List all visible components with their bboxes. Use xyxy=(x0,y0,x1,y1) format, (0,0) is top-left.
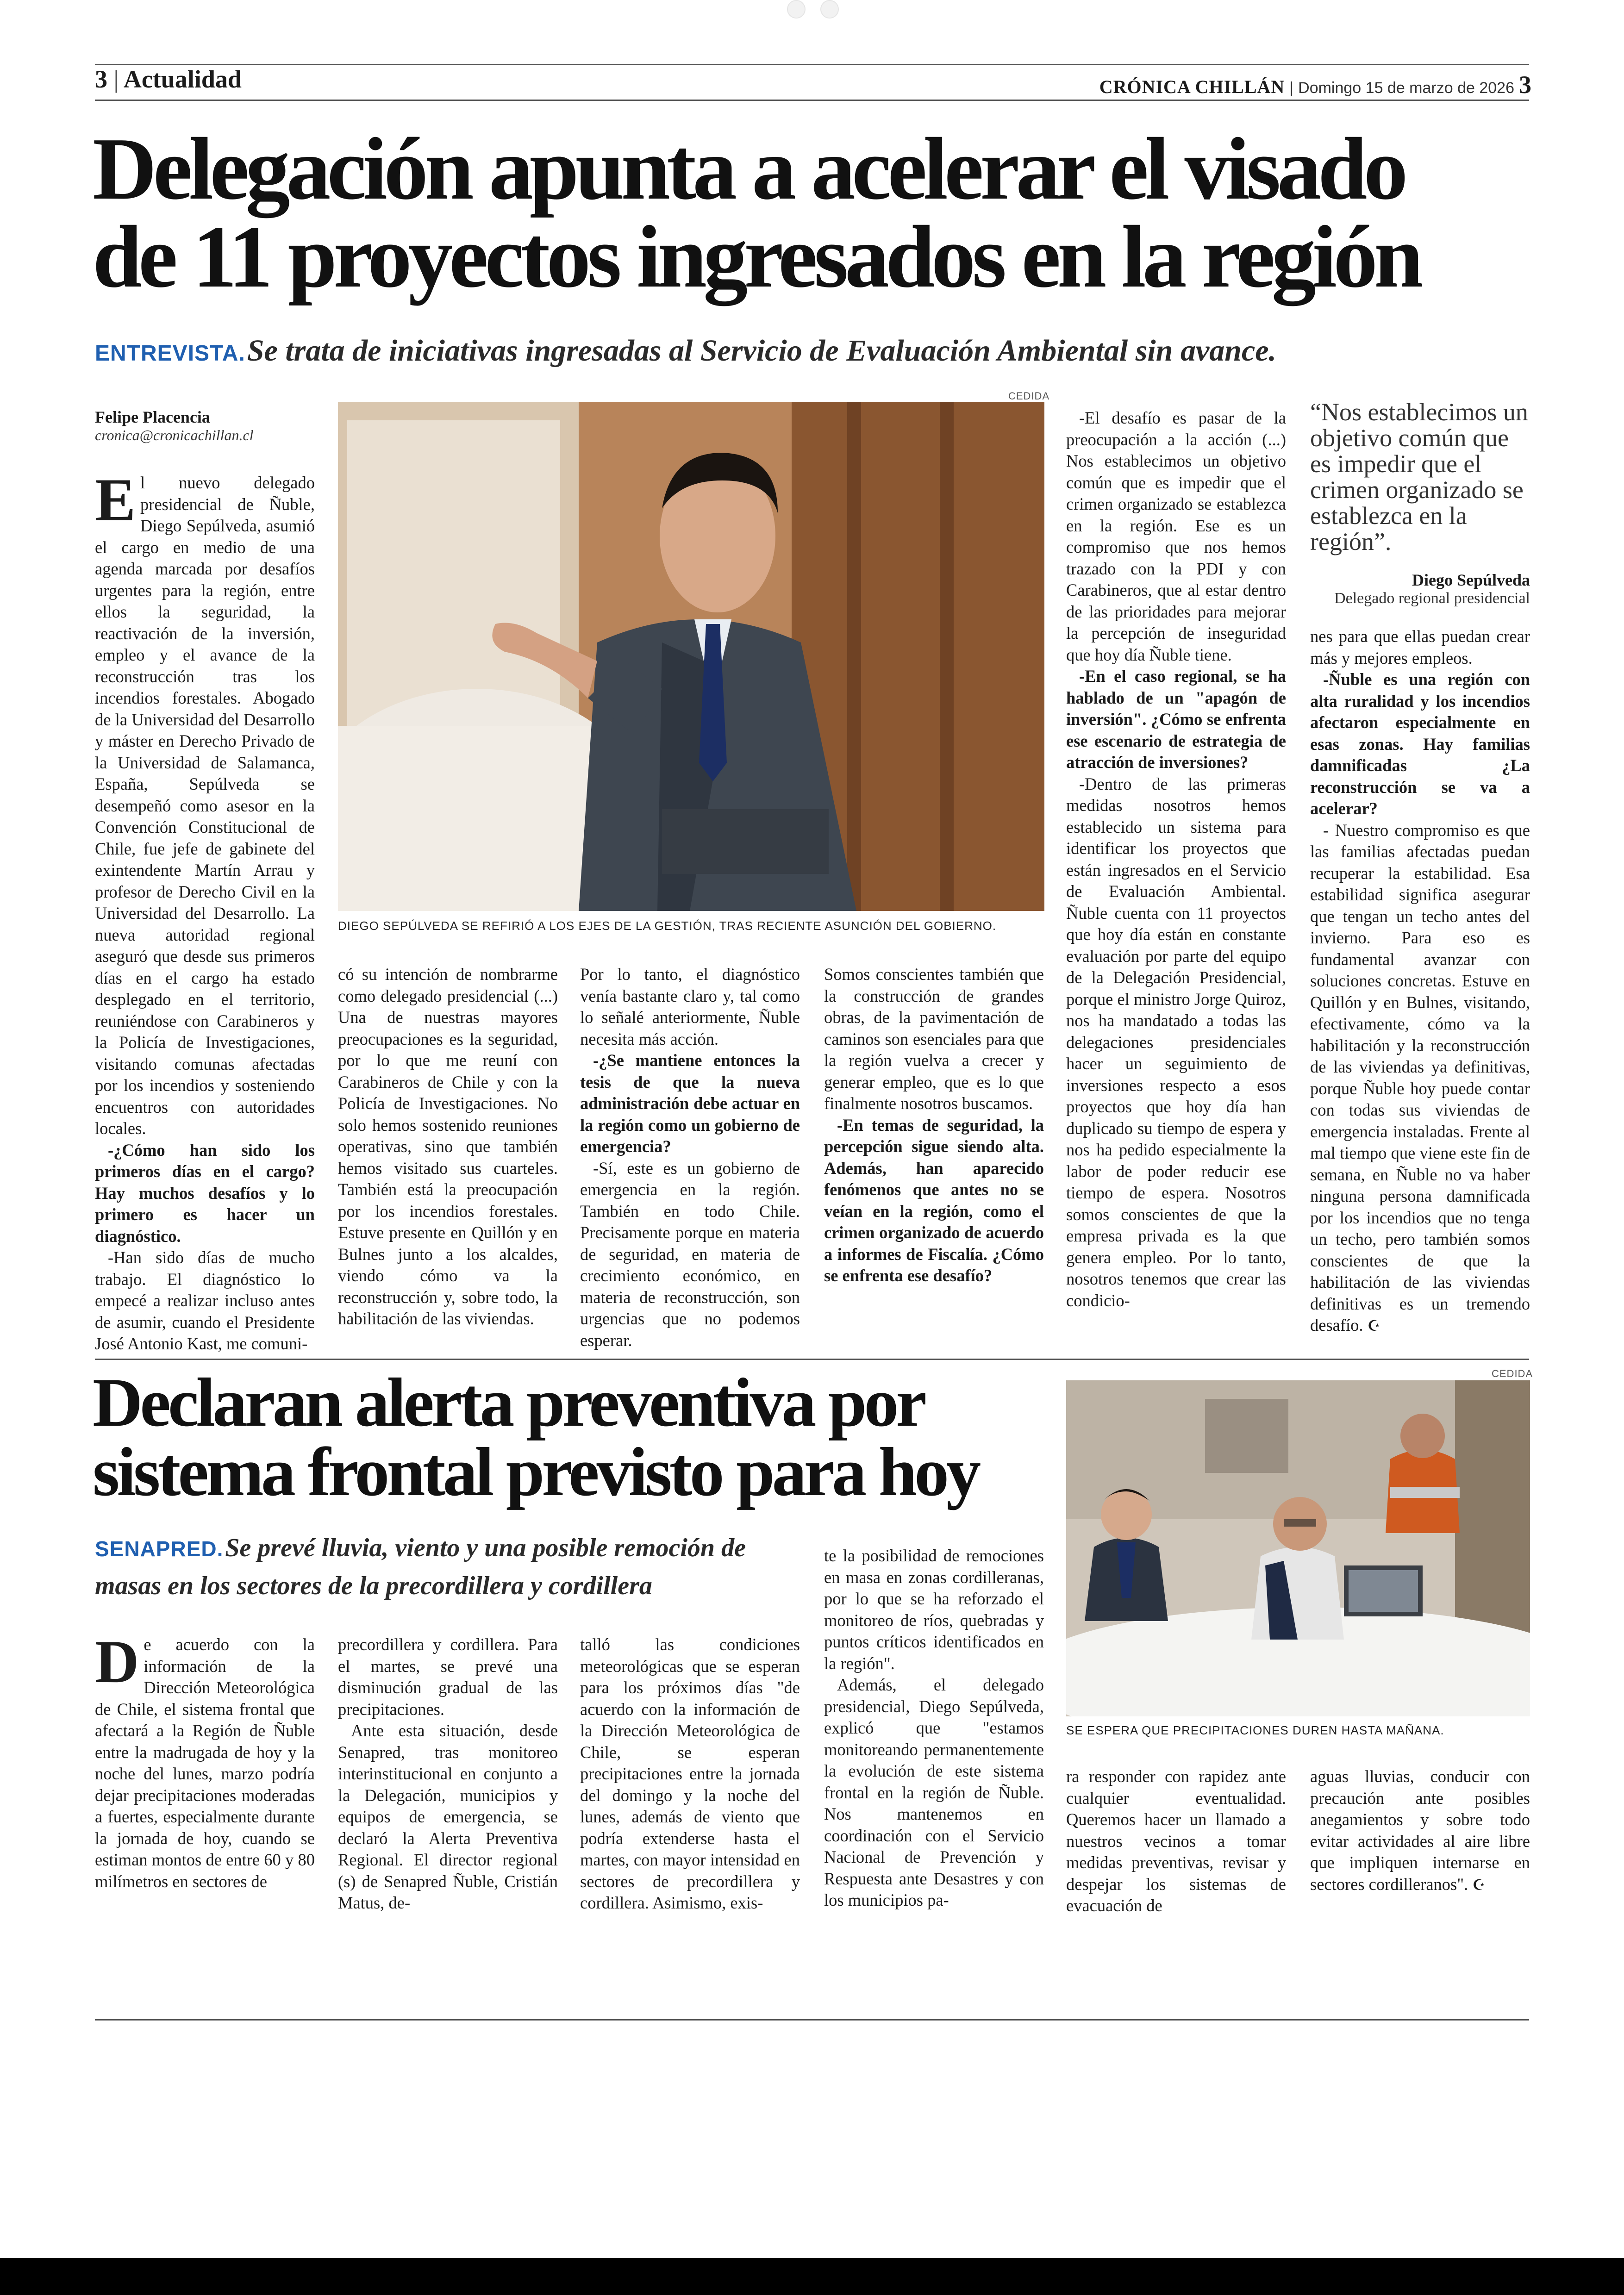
page-bottom-rule xyxy=(95,2019,1529,2021)
page-nav-dot-right[interactable] xyxy=(820,0,839,19)
question-paragraph: -¿Se mantiene entonces la tesis de que la nueva administración debe actuar en la región como un gobierno de emergencia? xyxy=(580,1051,800,1156)
body-paragraph: precordillera y cordillera. Para el martes, se prevé una disminución gradual de las precipitaciones. xyxy=(338,1635,558,1719)
kicker-label: SENAPRED. xyxy=(95,1537,224,1561)
answer-paragraph: nes para que ellas puedan crear más y mejores empleos. xyxy=(1310,627,1530,667)
section-header xyxy=(95,65,242,94)
section-name: Actualidad xyxy=(123,65,242,93)
header-separator: | xyxy=(113,65,119,93)
end-of-article-icon: ☪ xyxy=(1367,1317,1381,1335)
answer-paragraph: Por lo tanto, el diagnóstico venía bastante claro y, tal como lo señalé anteriormente, Ñuble necesita más acción. xyxy=(580,965,800,1048)
article-divider xyxy=(95,1359,1529,1360)
body-paragraph: ra responder con rapidez ante cualquier eventualidad. Queremos hacer un llamado a nuestros vecinos a tomar medidas preventivas, revisar y despejar los sistemas de evacuación de xyxy=(1066,1767,1286,1915)
byline xyxy=(95,407,326,444)
viewer-bottom-bar xyxy=(0,2258,1624,2295)
answer-paragraph: có su intención de nombrarme como delegado presidencial (...) Una de nuestras mayores preocupaciones es la seguridad, por lo que me reuní con Carabineros de Chile y con la Policía de Investigaciones. No solo hemos sostenido reuniones operativas, sino que también hemos visitado sus cuarteles. También está la preocupación por los incendios forestales. Estuve presente en Quillón y en Bulnes junto a los alcaldes, viendo cómo va la reconstrucción y, sobre todo, la habilitación de las viviendas. xyxy=(338,965,558,1328)
article1-kicker xyxy=(95,333,1530,368)
article2-column-4 xyxy=(824,1545,1044,1911)
paper-header xyxy=(1099,70,1531,99)
dropcap: E xyxy=(95,466,136,534)
pull-quote-text: “Nos establecimos un objetivo común que es impedir que el crimen organizado se establezca en la región”. xyxy=(1310,398,1528,555)
article1-photo xyxy=(338,402,1044,911)
article1-photo-caption: DIEGO SEPÚLVEDA SE REFIRIÓ A LOS EJES DE LA GESTIÓN, TRAS RECIENTE ASUNCIÓN DEL GOBIERNO. xyxy=(338,919,997,933)
article2-column-5 xyxy=(1066,1766,1286,1917)
article2-photo xyxy=(1066,1380,1530,1716)
question-paragraph: -En el caso regional, se ha hablado de un "apagón de inversión". ¿Cómo se enfrenta ese escenario de estrategia de atracción de inversiones? xyxy=(1066,667,1286,772)
article2-kicker xyxy=(95,1532,799,1608)
pull-quote-role: Delegado regional presidencial xyxy=(1334,590,1530,607)
body-paragraph: Ante esta situación, desde Senapred, tras monitoreo interinstitucional en conjunto a la Delegación, municipios y equipos de emergencia, se declaró la Alerta Preventiva Regional. El director regional (s) de Senapred Ñuble, Cristián Matus, de- xyxy=(338,1721,558,1912)
author-name: Felipe Placencia xyxy=(95,408,210,426)
author-email[interactable]: cronica@cronicachillan.cl xyxy=(95,427,254,443)
page-nav-dot-left[interactable] xyxy=(787,0,806,19)
portrait-illustration xyxy=(338,402,1044,911)
article2-column-6 xyxy=(1310,1766,1530,1896)
body-paragraph xyxy=(1310,1766,1530,1896)
dropcap: D xyxy=(95,1628,139,1696)
answer-paragraph: -Dentro de las primeras medidas nosotros hemos establecido un sistema para identificar los proyectos que están ingresados en el Servicio de Evaluación Ambiental. Ñuble cuenta con 11 proyectos que hoy día están en constante evaluación por parte del equipo de la Delegación Presidencial, porque el ministro Jorge Quiroz, nos ha mandatado a todas las delegaciones presidenciales hacer un seguimiento de inversiones respecto a esos proyectos que hoy día han duplicado su tiempo de espera y nos ha pedido especialmente la labor de poder reducir ese tiempo de espera. Nosotros somos conscientes de que la empresa privada es la que genera empleo. Por lo tanto, nosotros tenemos que crear las condicio- xyxy=(1066,774,1286,1310)
answer-paragraph: -Han sido días de mucho trabajo. El diagnóstico lo empecé a realizar incluso antes de asumir, cuando el Presidente José Antonio Kast, me comuni- xyxy=(95,1248,315,1353)
article1-column-5 xyxy=(1066,407,1286,1311)
kicker-text: Se prevé lluvia, viento y una posible remoción de masas en los sectores de la precordillera y cordillera xyxy=(95,1534,746,1600)
article2-column-2 xyxy=(338,1634,558,1914)
pull-quote-author: Diego Sepúlveda xyxy=(1412,571,1530,589)
header-bottom-rule xyxy=(95,100,1529,101)
paper-name: CRÓNICA CHILLÁN xyxy=(1099,76,1285,97)
article2-lead-paragraph xyxy=(95,1628,315,1892)
pull-quote xyxy=(1310,399,1530,607)
kicker-text: Se trata de iniciativas ingresadas al Servicio de Evaluación Ambiental sin avance. xyxy=(247,334,1277,368)
article1-column-6 xyxy=(1310,626,1530,1337)
article1-column-1 xyxy=(95,466,315,1355)
end-of-article-icon: ☪ xyxy=(1472,1876,1486,1894)
article1-column-2 xyxy=(338,964,558,1330)
header-top-rule xyxy=(95,64,1529,65)
kicker-label: ENTREVISTA. xyxy=(95,341,245,366)
issue-date: Domingo 15 de marzo de 2026 xyxy=(1298,79,1514,97)
header-separator: | xyxy=(1289,79,1294,97)
article1-headline-line1: Delegación apunta a acelerar el visado xyxy=(93,119,1405,218)
article1-column-3 xyxy=(580,964,800,1351)
answer-text: - Nuestro compromiso es que las familias afectadas puedan recuperar la estabilidad. Esa estabilidad significa asegurar que tengan un techo antes del invierno. Para eso es fundamental avanzar con soluciones concretas. Estuve en Quillón y en Bulnes, visitando, efectivamente, cómo va la habilitación y la reconstrucción de las viviendas ya definitivas, porque Ñuble hoy puede contar con todas sus viviendas de emergencia instaladas. Frente al mal tiempo que viene este fin de semana, en Ñuble no va haber ninguna persona damnificada por los incendios que no tenga un techo, pero también somos conscientes de que la habilitación de las viviendas definitivas es un tremendo desafío. xyxy=(1310,820,1530,1335)
body-paragraph: te la posibilidad de remociones en masa en zonas cordilleranas, por lo que se ha reforzado el monitoreo de ríos, quebradas y puntos críticos identificados en la región". xyxy=(824,1546,1044,1673)
answer-paragraph xyxy=(1310,820,1530,1337)
lead-text: e acuerdo con la información de la Dirección Meteorológica de Chile, el sistema frontal que afectará a la Región de Ñuble entre la madrugada de hoy y la noche del lunes, marzo podría dejar precipitaciones moderadas a fuertes, especialmente durante la jornada de hoy, cuando se estiman montos de entre 60 y 80 milímetros en sectores de xyxy=(95,1635,315,1891)
article2-column-1 xyxy=(95,1628,315,1892)
article1-column-4 xyxy=(824,964,1044,1287)
page-number-right: 3 xyxy=(1519,71,1531,99)
article1-headline-line2: de 11 proyectos ingresados en la región xyxy=(93,207,1420,306)
article2-headline-line1: Declaran alerta preventiva por xyxy=(93,1364,924,1441)
article2-photo-caption: SE ESPERA QUE PRECIPITACIONES DUREN HASTA MAÑANA. xyxy=(1066,1723,1444,1737)
article2-headline xyxy=(93,1364,1065,1510)
body-text: aguas lluvias, conducir con precaución ante posibles anegamientos y sobre todo evitar actividades al aire libre que impliquen internarse en sectores cordilleranos". xyxy=(1310,1767,1530,1894)
question-paragraph: -En temas de seguridad, la percepción sigue siendo alta. Además, han aparecido fenómenos que antes no se veían en la región, como el crimen organizado de acuerdo a informes de Fiscalía. ¿Cómo se enfrenta ese desafío? xyxy=(824,1115,1044,1285)
lead-text: l nuevo delegado presidencial de Ñuble, Diego Sepúlveda, asumió el cargo en medio de una agenda marcada por desafíos urgentes para la región, entre ellos la seguridad, la reactivación de la inversión, empleo y el avance de la reconstrucción tras los incendios forestales. Abogado de la Universidad del Desarrollo y máster en Derecho Privado de la Universidad de Salamanca, España, Sepúlveda se desempeñó como asesor en la Convención Constitucional de Chile, fue jefe de gabinete del exintendente Martín Arrau y profesor de Derecho Civil en la Universidad del Desarrollo. La nueva autoridad regional aseguró que desde sus primeros días en el cargo ha estado desplegado en el territorio, reuniéndose con Carabineros y la Policía de Investigaciones, visitando comunas afectadas por los incendios y sosteniendo encuentros con autoridades locales. xyxy=(95,473,315,1138)
body-paragraph: talló las condiciones meteorológicas que se esperan para los próximos días "de acuerdo con la información de la Dirección Meteorológica de Chile, se esperan precipitaciones entre la jornada del domingo y la noche del lunes, además de viento que podría extenderse hasta el martes, con mayor intensidad en sectores de precordillera y cordillera. Asimismo, exis- xyxy=(580,1635,800,1912)
page-number-left: 3 xyxy=(95,65,107,93)
article2-column-3 xyxy=(580,1634,800,1914)
article2-headline-line2: sistema frontal previsto para hoy xyxy=(93,1434,979,1510)
meeting-illustration xyxy=(1066,1380,1530,1716)
answer-paragraph: -Sí, este es un gobierno de emergencia en la región. También en todo Chile. Precisamente porque en materia de seguridad, en materia de crecimiento económico, en materia de reconstrucción, son urgencias que no podemos esperar. xyxy=(580,1158,800,1350)
answer-paragraph: -El desafío es pasar de la preocupación a la acción (...) Nos establecimos un objetivo común que es impedir que el crimen organizado se establezca en la región. Ese es un compromiso que nos hemos trazado con la PDI y con Carabineros, que al estar dentro de las prioridades para mejorar la percepción de inseguridad que hoy día Ñuble tiene. xyxy=(1066,408,1286,664)
question-paragraph: -Ñuble es una región con alta ruralidad y los incendios afectaron especialmente en esas zonas. Hay familias damnificadas ¿La reconstrucción se va a acelerar? xyxy=(1310,670,1530,818)
body-paragraph: Además, el delegado presidencial, Diego Sepúlveda, explicó que "estamos monitoreando permanentemente la evolución de este sistema frontal en la región de Ñuble. Nos mantenemos en coordinación con el Servicio Nacional de Prevención y Respuesta ante Desastres y con los municipios pa- xyxy=(824,1675,1044,1909)
answer-paragraph: Somos conscientes también que la construcción de grandes obras, de la pavimentación de caminos son esenciales para que la región vuelva a crecer y generar empleo, que es lo que finalmente nosotros buscamos. xyxy=(824,965,1044,1113)
photo-credit: CEDIDA xyxy=(1492,1368,1533,1379)
article1-lead-paragraph xyxy=(95,466,315,1140)
question-paragraph: -¿Cómo han sido los primeros días en el cargo? Hay muchos desafíos y lo primero es hacer un diagnóstico. xyxy=(95,1140,315,1246)
article1-headline xyxy=(93,119,1551,306)
photo-credit: CEDIDA xyxy=(1008,390,1050,402)
